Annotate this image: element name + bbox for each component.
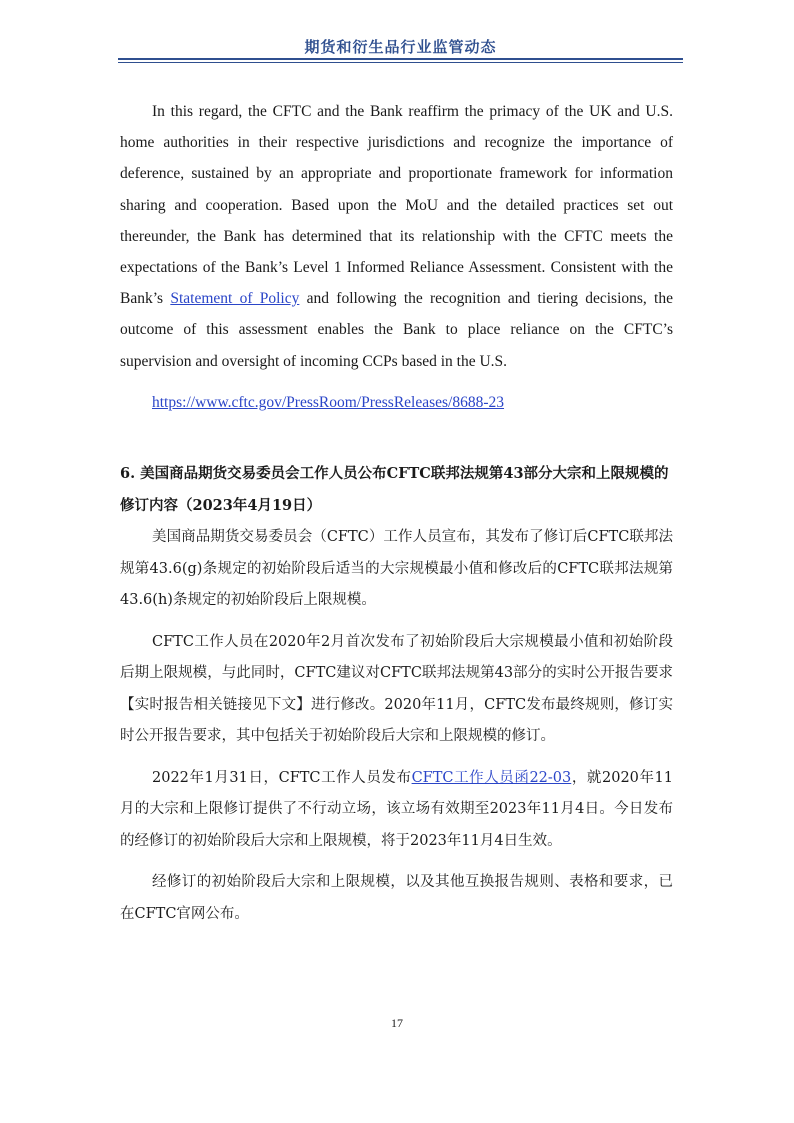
press-release-link[interactable]: https://www.cftc.gov/PressRoom/PressReleases/8688-23: [152, 393, 505, 411]
section-paragraph: CFTC工作人员在2020年2月首次发布了初始阶段后大宗规模最小值和初始阶段后期上限规模，与此同时，CFTC建议对CFTC联邦法规第43部分的实时公开报告要求【实时报告相关链接见下文】进行修改。2020年11月，CFTC发布最终规则，修订实时公开报告要求，其中包括关于初始阶段后大宗和上限规模的修订。: [120, 633, 673, 745]
page-body: [120, 96, 673, 930]
header-rule-thin: [118, 62, 683, 63]
paragraph-text: 2022年1月31日，CFTC工作人员发布: [152, 769, 412, 786]
section-paragraph: 美国商品期货交易委员会（CFTC）工作人员宣布，其发布了修订后CFTC联邦法规第43.6(g)条规定的初始阶段后适当的大宗规模最小值和修改后的CFTC联邦法规第43.6(h)条规定的初始阶段后上限规模。: [120, 529, 673, 609]
english-paragraph: [120, 96, 673, 377]
page-number: 17: [391, 1016, 403, 1030]
section-paragraph: [120, 763, 673, 858]
statement-of-policy-link[interactable]: Statement of Policy: [170, 290, 300, 308]
source-url-paragraph: [120, 387, 673, 418]
paragraph-text: and following the recognition and tiering decisions, the outcome of this assessment enables the Bank to place reliance on the CFTC’s supervision and oversight of incoming CCPs based in the U.S.: [120, 290, 673, 370]
section-heading: 6. 美国商品期货交易委员会工作人员公布CFTC联邦法规第43部分大宗和上限规模的修订内容（2023年4月19日）: [120, 465, 669, 515]
running-header: 期货和衍生品行业监管动态: [304, 38, 497, 56]
header-rule-thick: [118, 58, 683, 60]
paragraph-text: In this regard, the CFTC and the Bank reaffirm the primacy of the UK and U.S. home authorities in their respective jurisdictions and recognize the importance of deference, sustained by an appropriate and proportionate framework for information sharing and cooperation. Based upon the MoU and the detailed practices set out thereunder, the Bank has determined that its relationship with the CFTC meets the expectations of the Bank’s Level 1 Informed Reliance Assessment. Consistent with the Bank’s: [120, 103, 673, 308]
staff-letter-link[interactable]: CFTC工作人员函22-03: [411, 769, 572, 786]
paragraph-text: ，就2020年11月的大宗和上限修订提供了不行动立场，该立场有效期至2023年11月4日。今日发布的经修订的初始阶段后大宗和上限规模，将于2023年11月4日生效。: [120, 769, 673, 849]
section-paragraph: 经修订的初始阶段后大宗和上限规模，以及其他互换报告规则、表格和要求，已在CFTC官网公布。: [120, 874, 673, 922]
